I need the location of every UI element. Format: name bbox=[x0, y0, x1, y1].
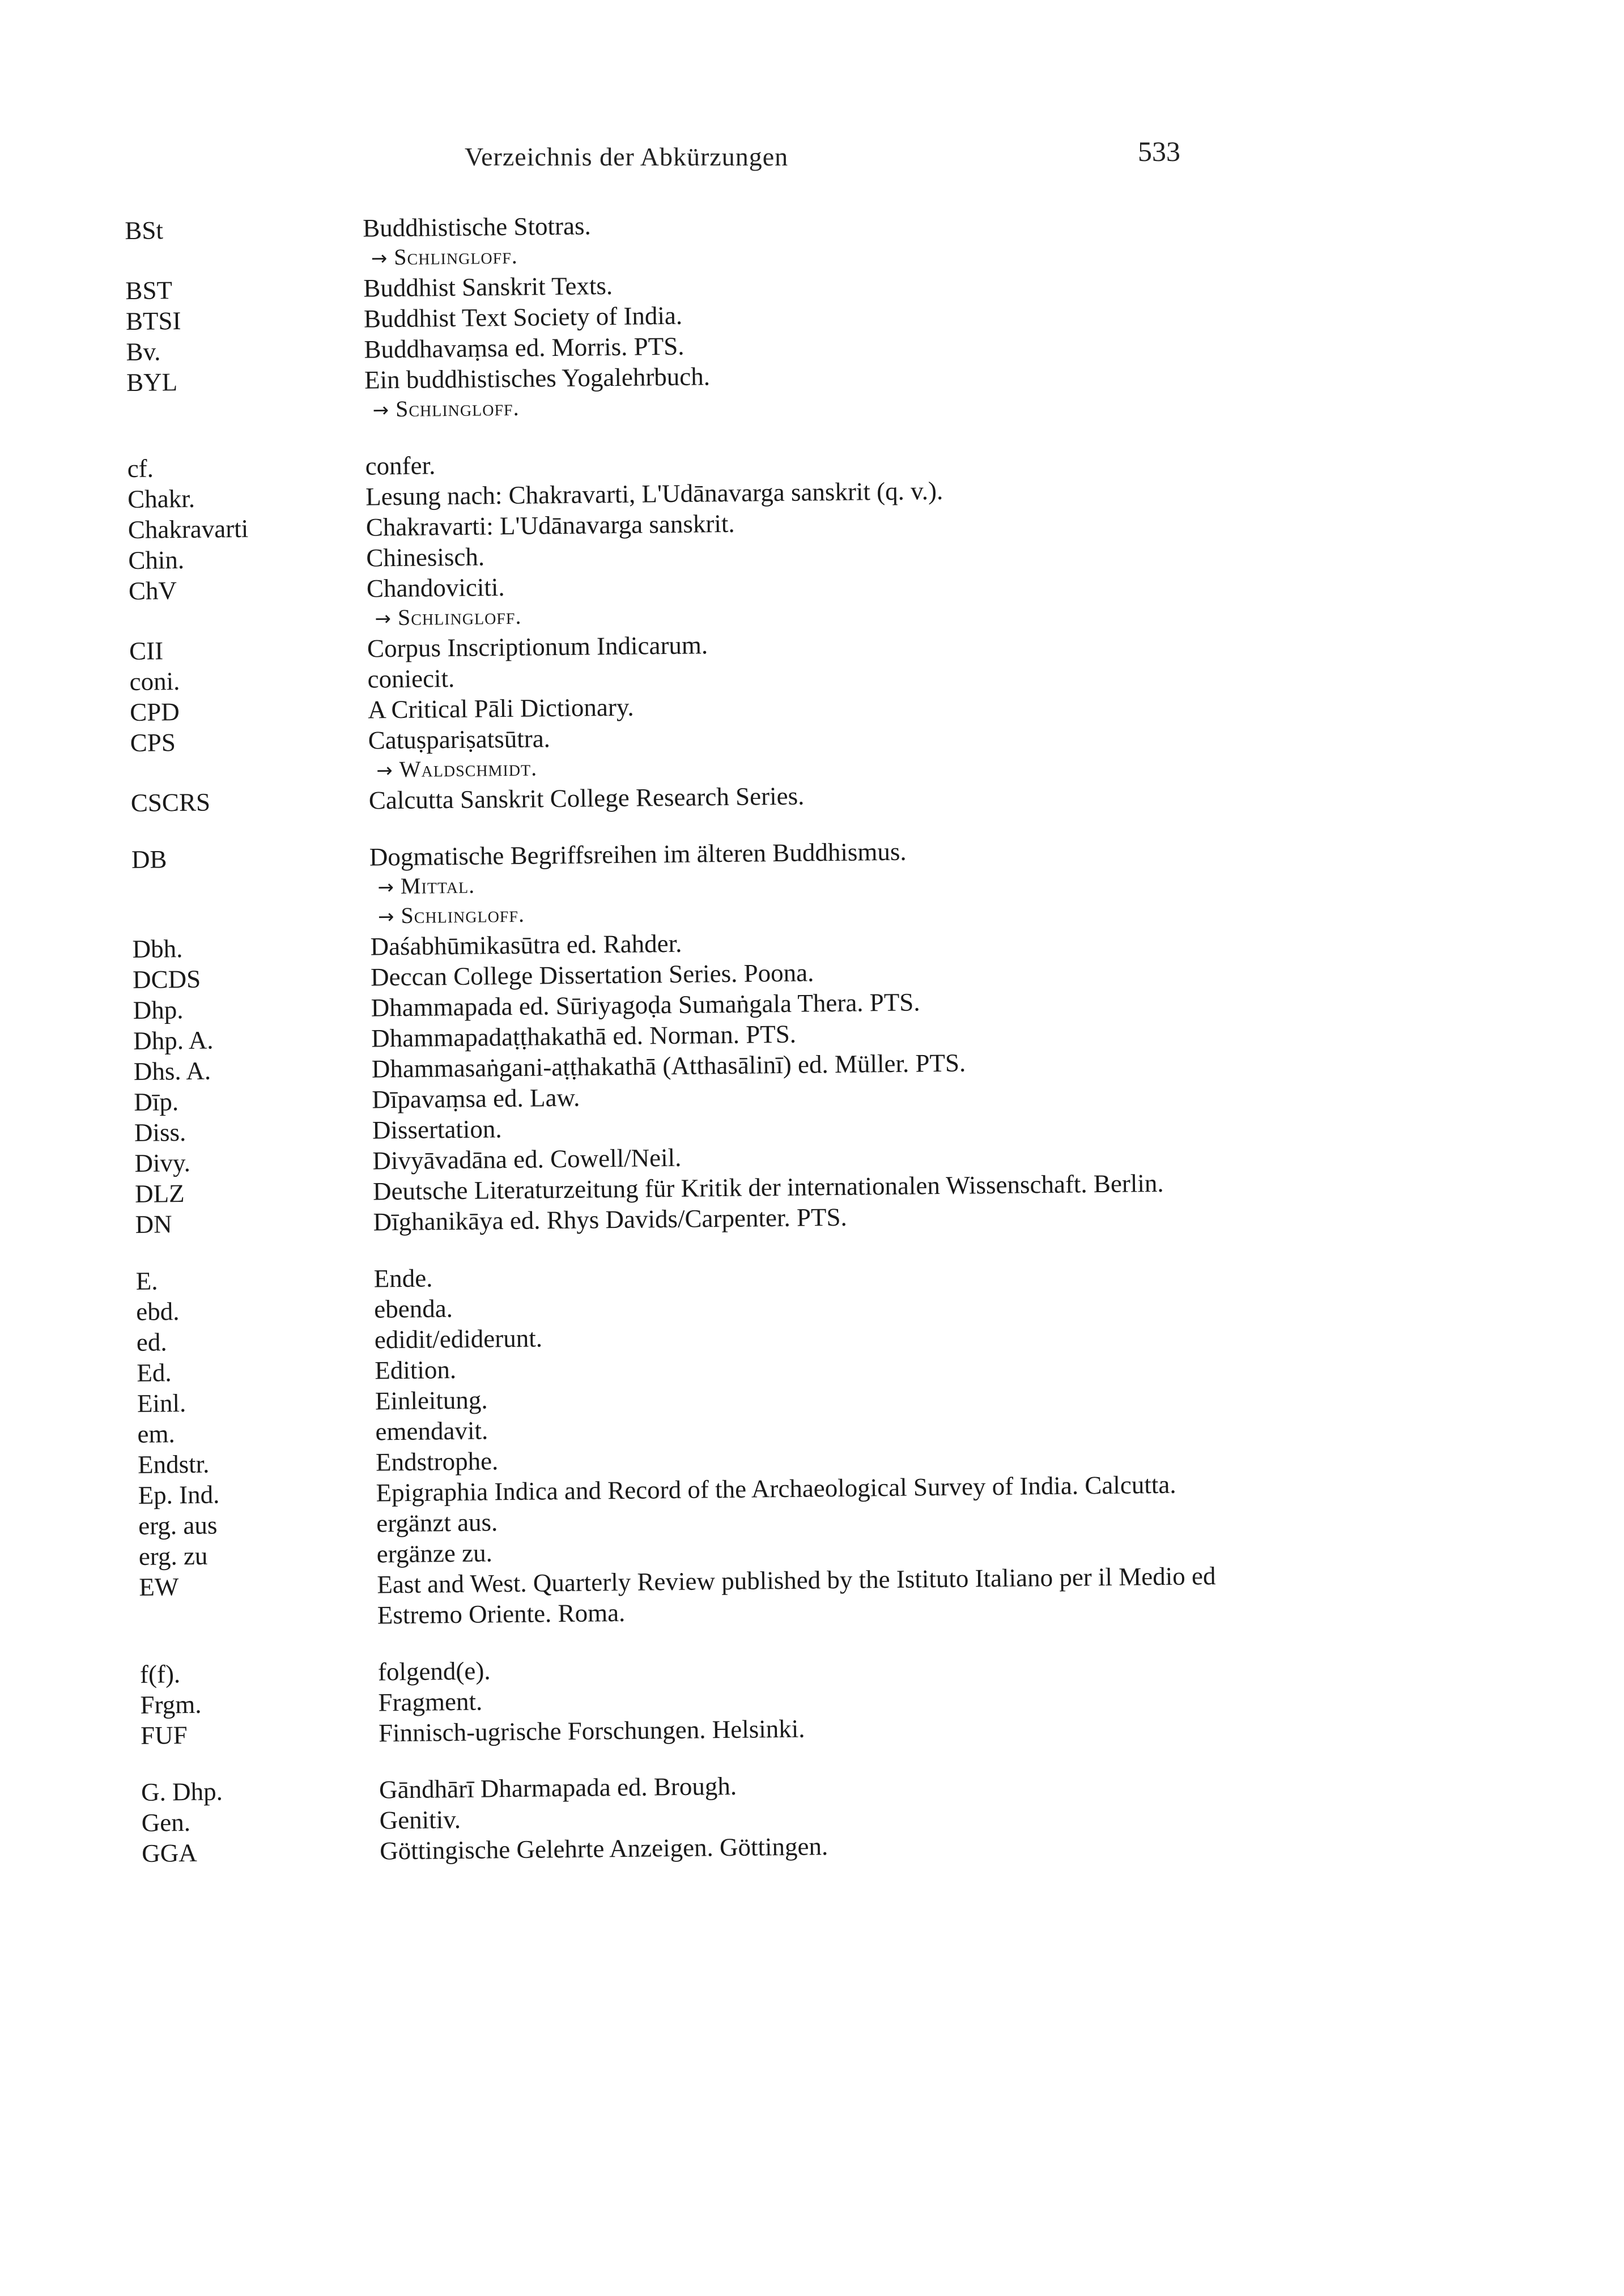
arrow-right-icon: → bbox=[375, 607, 392, 631]
arrow-right-icon: → bbox=[377, 905, 394, 929]
expansion-text: Deccan College Dissertation Series. Poona. bbox=[370, 958, 814, 992]
expansion-text: Deutsche Literaturzeitung für Kritik der internationalen Wissenschaft. Berlin. bbox=[372, 1168, 1164, 1206]
abbreviation: DB bbox=[131, 845, 167, 874]
abbreviation: Chakr. bbox=[127, 484, 195, 513]
arrow-right-icon: → bbox=[372, 399, 389, 422]
abbreviation: ed. bbox=[136, 1328, 167, 1357]
abbreviation: BTSI bbox=[125, 306, 181, 335]
expansion-text: Epigraphia Indica and Record of the Archaeological Survey of India. Calcutta. bbox=[376, 1470, 1176, 1507]
abbreviation: Divy. bbox=[134, 1148, 191, 1177]
abbreviation: CPS bbox=[130, 728, 176, 757]
abbreviation: EW bbox=[139, 1572, 179, 1601]
abbreviation: CSCRS bbox=[130, 788, 211, 817]
expansion-text: Buddhist Sanskrit Texts. bbox=[363, 271, 613, 303]
expansion-text: Calcutta Sanskrit College Research Series. bbox=[368, 781, 805, 815]
running-title: Verzeichnis der Abkürzungen bbox=[465, 142, 789, 171]
cross-reference-author: Waldschmidt. bbox=[399, 755, 538, 782]
abbreviation: G. Dhp. bbox=[141, 1777, 223, 1806]
expansion-text: Gāndhārī Dharmapada ed. Brough. bbox=[379, 1771, 737, 1804]
expansion-text: Ein buddhistisches Yogalehrbuch. bbox=[364, 362, 711, 394]
expansion-text: Genitiv. bbox=[379, 1805, 461, 1835]
expansion-text: Dissertation. bbox=[372, 1115, 502, 1145]
arrow-right-icon: → bbox=[376, 759, 393, 783]
abbreviation: CII bbox=[129, 636, 164, 665]
expansion-text: emendavit. bbox=[375, 1416, 488, 1446]
abbreviation: Gen. bbox=[141, 1808, 191, 1837]
expansion-text: Dhammapada ed. Sūriyagoḍa Sumaṅgala Thera. PTS. bbox=[371, 988, 920, 1022]
abbreviation: DCDS bbox=[132, 964, 201, 994]
abbreviation: Endstr. bbox=[137, 1449, 210, 1479]
expansion-text: Dogmatische Begriffsreihen im älteren Buddhismus. bbox=[369, 837, 907, 871]
abbreviation: Diss. bbox=[134, 1117, 186, 1147]
letter-group bbox=[131, 830, 1507, 1240]
expansion-text: Chinesisch. bbox=[366, 542, 485, 572]
expansion-text: Edition. bbox=[375, 1355, 457, 1385]
expansion-text: ergänzt aus. bbox=[376, 1508, 498, 1538]
abbreviation: GGA bbox=[142, 1838, 198, 1868]
abbreviation: Chakravarti bbox=[127, 514, 249, 544]
abbreviation: ChV bbox=[128, 576, 177, 605]
abbreviation: erg. aus bbox=[138, 1511, 218, 1540]
letter-group bbox=[125, 201, 1498, 427]
expansion bbox=[369, 833, 1221, 932]
abbreviation: Dīp. bbox=[134, 1087, 179, 1116]
expansion-text: confer. bbox=[365, 451, 436, 481]
expansion-text: Buddhavaṃsa ed. Morris. PTS. bbox=[364, 331, 685, 364]
abbreviation-list bbox=[125, 201, 1514, 1895]
abbreviation: ebd. bbox=[136, 1297, 180, 1326]
expansion-text: Buddhist Text Society of India. bbox=[363, 301, 683, 333]
abbreviation: Bv. bbox=[126, 337, 161, 366]
expansion bbox=[364, 356, 1215, 425]
expansion bbox=[377, 1561, 1227, 1631]
abbreviation: E. bbox=[135, 1266, 158, 1295]
expansion-text: ebenda. bbox=[373, 1294, 453, 1324]
expansion-text: Ende. bbox=[373, 1264, 433, 1293]
abbreviation: Einl. bbox=[137, 1388, 186, 1418]
abbreviation: BST bbox=[125, 276, 173, 305]
abbreviation: Ed. bbox=[137, 1358, 172, 1387]
letter-group bbox=[127, 439, 1502, 818]
arrow-right-icon: → bbox=[377, 876, 394, 899]
abbreviation: Chin. bbox=[128, 545, 185, 575]
abbreviation: f(f). bbox=[139, 1660, 181, 1689]
abbreviation: CPD bbox=[129, 698, 180, 726]
expansion-text: Göttingische Gelehrte Anzeigen. Göttingen. bbox=[379, 1832, 828, 1865]
expansion-text: Chakravarti: L'Udānavarga sanskrit. bbox=[365, 509, 735, 542]
cross-reference-author: Schlingloff. bbox=[397, 603, 522, 630]
abbreviation: erg. zu bbox=[138, 1541, 208, 1571]
expansion-text: edidit/ediderunt. bbox=[374, 1324, 543, 1354]
abbreviation: DN bbox=[135, 1210, 172, 1239]
abbreviation: BSt bbox=[125, 216, 164, 245]
expansion bbox=[367, 564, 1217, 633]
abbreviation: Frgm. bbox=[140, 1690, 202, 1719]
expansion-text: ergänze zu. bbox=[376, 1538, 493, 1568]
letter-group bbox=[141, 1763, 1514, 1869]
expansion-text: Fragment. bbox=[378, 1687, 483, 1717]
expansion-text: Chandoviciti. bbox=[366, 573, 505, 603]
abbreviation: Dbh. bbox=[132, 934, 183, 963]
abbreviation: Dhs. A. bbox=[133, 1056, 211, 1086]
cross-reference-author: Mittal. bbox=[400, 872, 475, 899]
abbreviation: Dhp. A. bbox=[133, 1026, 214, 1055]
cross-reference-author: Schlingloff. bbox=[395, 394, 520, 422]
abbreviation: coni. bbox=[129, 667, 180, 696]
abbreviation: em. bbox=[137, 1419, 176, 1448]
cross-reference-author: Schlingloff. bbox=[401, 901, 525, 928]
abbreviation: cf. bbox=[127, 454, 154, 483]
expansion bbox=[363, 204, 1213, 273]
expansion-text: Dhammasaṅgani-aṭṭhakathā (Atthasālinī) ed. Müller. PTS. bbox=[371, 1048, 966, 1083]
expansion-text: Endstrophe. bbox=[375, 1447, 499, 1477]
expansion-text: Daśabhūmikasūtra ed. Rahder. bbox=[370, 929, 682, 961]
abbreviation: Ep. Ind. bbox=[138, 1480, 220, 1510]
expansion-text: Dīpavaṃsa ed. Law. bbox=[372, 1083, 580, 1114]
expansion-text: Buddhistische Stotras. bbox=[362, 211, 591, 243]
expansion-text: Dīghanikāya ed. Rhys Davids/Carpenter. PTS. bbox=[373, 1202, 847, 1236]
expansion-text: Catuṣpariṣatsūtra. bbox=[368, 724, 551, 755]
letter-group bbox=[140, 1645, 1512, 1751]
page-number: 533 bbox=[1138, 135, 1180, 167]
abbreviation: BYL bbox=[126, 368, 178, 397]
letter-group bbox=[135, 1252, 1511, 1633]
expansion-text: Lesung nach: Chakravarti, L'Udānavarga sanskrit (q. v.). bbox=[365, 476, 943, 511]
abbreviation: FUF bbox=[140, 1720, 188, 1750]
expansion-text: Corpus Inscriptionum Indicarum. bbox=[367, 631, 708, 663]
cross-reference-author: Schlingloff. bbox=[394, 243, 518, 270]
abbreviation: Dhp. bbox=[133, 995, 184, 1024]
expansion-text: coniecit. bbox=[367, 664, 455, 694]
abbreviation-entry bbox=[131, 830, 1504, 934]
expansion-text: Finnisch-ugrische Forschungen. Helsinki. bbox=[378, 1714, 805, 1747]
expansion-text: A Critical Pāli Dictionary. bbox=[367, 692, 634, 724]
expansion-text: Divyāvadāna ed. Cowell/Neil. bbox=[372, 1143, 682, 1175]
expansion-text: Einleitung. bbox=[375, 1385, 488, 1415]
arrow-right-icon: → bbox=[371, 247, 388, 270]
expansion bbox=[368, 716, 1218, 785]
expansion-text: folgend(e). bbox=[377, 1656, 491, 1686]
expansion-text: Dhammapadaṭṭhakathā ed. Norman. PTS. bbox=[371, 1019, 797, 1053]
abbreviation: DLZ bbox=[134, 1179, 185, 1208]
expansion-text: East and West. Quarterly Review published by the Istituto Italiano per il Medio ed Estremo Oriente. Roma. bbox=[377, 1561, 1216, 1630]
